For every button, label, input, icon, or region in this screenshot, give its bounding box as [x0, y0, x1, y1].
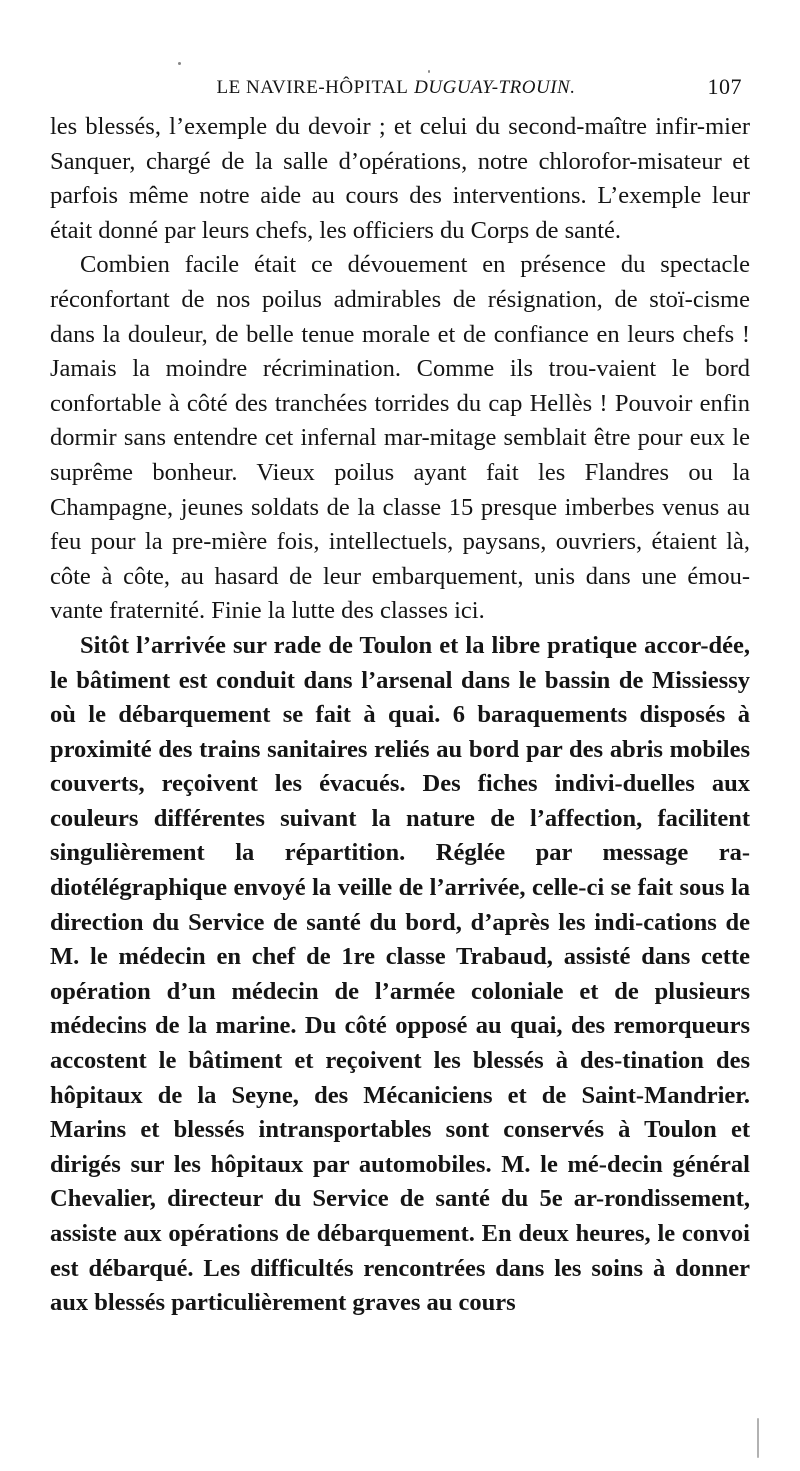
running-title-main: LE NAVIRE-HÔPITAL: [216, 77, 409, 98]
scan-speck: [428, 70, 430, 73]
paragraph-1: les blessés, l’exemple du devoir ; et celui du second-maître infir-mier Sanquer, chargé de la salle d’opérations, notre chlorofor-misateur et parfois même notre aide au cours des interventions. L’exemple leur était donné par leurs chefs, les officiers du Corps de santé.: [50, 113, 750, 244]
running-title-ship-name: DUGUAY-TROUIN.: [414, 77, 576, 98]
paragraph-3: Sitôt l’arrivée sur rade de Toulon et la libre pratique accor-dée, le bâtiment est conduit dans l’arsenal dans le bassin de Missiessy où le débarquement se fait à quai. 6 baraquements disposés à proximité des trains sanitaires reliés au bord par des abris mobiles couverts, reçoivent les évacués. Des fiches indivi-duelles aux couleurs différentes suivant la nature de l’affection, facilitent singulièrement la répartition. Réglée par message ra-diotélégraphique envoyé la veille de l’arrivée, celle-ci se fait sous la direction du Service de santé du bord, d’après les indi-cations de M. le médecin en chef de 1re classe Trabaud, assisté dans cette opération d’un médecin de l’armée coloniale et de plusieurs médecins de la marine. Du côté opposé au quai, des remorqueurs accostent le bâtiment et reçoivent les blessés à des-tination des hôpitaux de la Seyne, des Mécaniciens et de Saint-Mandrier. Marins et blessés intransportables sont conservés à Toulon et dirigés sur les hôpitaux par automobiles. M. le mé-decin général Chevalier, directeur du Service de santé du 5e ar-rondissement, assiste aux opérations de débarquement. En deux heures, le convoi est débarqué. Les difficultés rencontrées dans les soins à donner aux blessés particulièrement graves au cours: [50, 631, 750, 1317]
scan-speck: [757, 1418, 759, 1458]
paragraph-2: Combien facile était ce dévouement en présence du spectacle réconfortant de nos poilus admirables de résignation, de stoï-cisme dans la douleur, de belle tenue morale et de confiance en leurs chefs ! Jamais la moindre récrimination. Comme ils trou-vaient le bord confortable à côté des tranchées torrides du cap Hellès ! Pouvoir enfin dormir sans entendre cet infernal mar-mitage semblait être pour eux le suprême bonheur. Vieux poilus ayant fait les Flandres ou la Champagne, jeunes soldats de la classe 15 presque imberbes venus au feu pour la pre-mière fois, intellectuels, paysans, ouvriers, étaient là, côte à côte, au hasard de leur embarquement, unis dans une émou-vante fraternité. Finie la lutte des classes ici.: [50, 251, 750, 625]
running-title: [46, 74, 746, 99]
page-header: [46, 74, 746, 106]
scan-speck: [178, 62, 181, 65]
body-text: [50, 110, 750, 1321]
page-number: 107: [707, 74, 742, 99]
